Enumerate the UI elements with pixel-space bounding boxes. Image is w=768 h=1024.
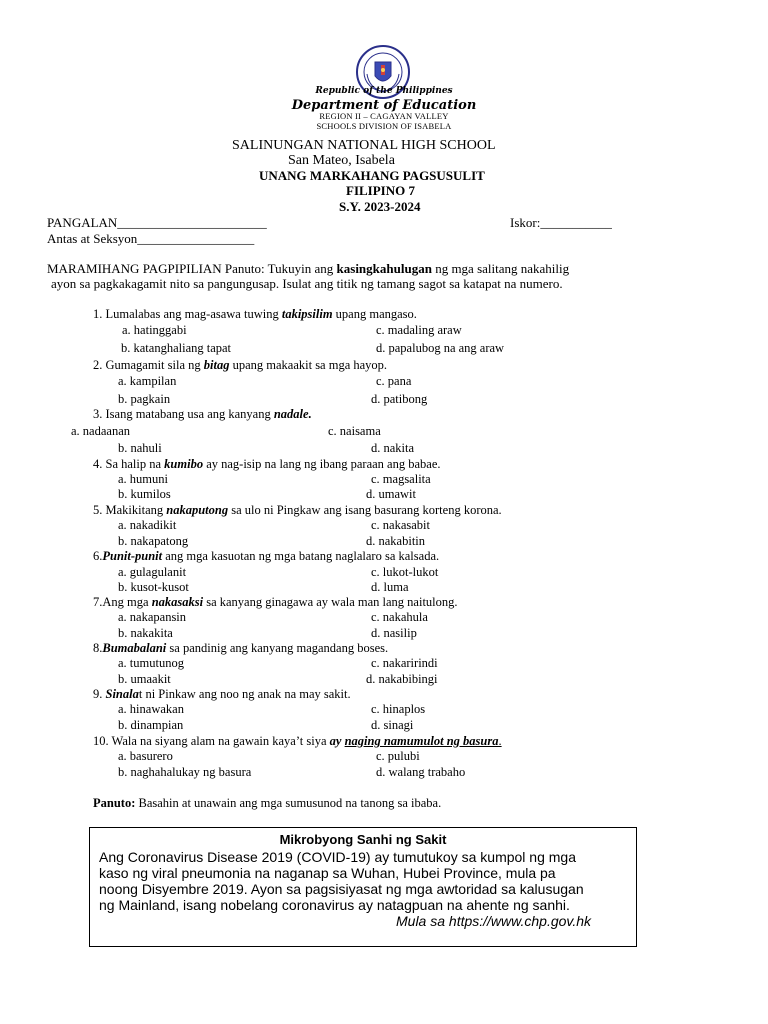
question-1 <box>93 307 417 322</box>
passage-line-4: ng Mainland, isang nobelang coronavirus ay natagpuan na ahente ng sanhi. <box>99 897 570 913</box>
republic-line: Republic of the Philippines <box>315 86 453 96</box>
question-text-end: upang makaakit sa mga hayop. <box>229 358 388 372</box>
division-line: SCHOOLS DIVISION OF ISABELA <box>316 121 452 131</box>
q5-choice-c: c. nakasabit <box>371 518 431 532</box>
question-5 <box>93 503 502 518</box>
question-text: 4. Sa halip na <box>93 457 165 471</box>
question-text: 7.Ang mga <box>93 595 152 609</box>
q8-choice-b: b. umaakit <box>118 672 171 686</box>
passage-line-1: Ang Coronavirus Disease 2019 (COVID-19) ay tumutukoy sa kumpol ng mga <box>99 849 576 865</box>
score-field[interactable]: Iskor:___________ <box>510 215 612 230</box>
q9-choice-a: a. hinawakan <box>118 702 184 716</box>
question-text: 2. Gumagamit sila ng <box>93 358 204 372</box>
question-4 <box>93 457 441 472</box>
subject-title: FILIPINO 7 <box>346 183 415 198</box>
question-text: 3. Isang matabang usa ang kanyang <box>93 407 274 421</box>
q6-choice-c: c. lukot-lukot <box>371 565 439 579</box>
q7-choice-d: d. nasilip <box>371 626 417 640</box>
passage-source: Mula sa https://www.chp.gov.hk <box>396 913 592 929</box>
question-text-end: sa ulo ni Pingkaw ang isang basurang korteng korona. <box>228 503 502 517</box>
q10-choice-c: c. pulubi <box>376 749 420 763</box>
question-keyword: nakaputong <box>166 503 229 517</box>
question-3 <box>93 407 312 422</box>
q2-choice-a: a. kampilan <box>118 374 177 388</box>
q8-choice-d: d. nakabibingi <box>366 672 438 686</box>
q1-choice-a: a. hatinggabi <box>122 323 187 337</box>
instructions-keyword: kasingkahulugan <box>336 261 432 276</box>
q9-choice-b: b. dinampian <box>118 718 184 732</box>
instructions-line1 <box>47 261 569 277</box>
school-year: S.Y. 2023-2024 <box>339 199 421 214</box>
q10-choice-b: b. naghahalukay ng basura <box>118 765 252 779</box>
q9-choice-d: d. sinagi <box>371 718 414 732</box>
question-keyword: bitag <box>203 358 230 372</box>
q1-choice-d: d. papalubog na ang araw <box>376 341 505 355</box>
question-keyword: nakasaksi <box>151 595 204 609</box>
question-text: 6. <box>93 549 103 563</box>
q2-choice-b: b. pagkain <box>118 392 171 406</box>
question-text: 1. Lumalabas ang mag-asawa tuwing <box>93 307 282 321</box>
instructions-line2: ayon sa pagkakagamit nito sa pangungusap. Isulat ang titik ng tamang sagot sa katapat na numero. <box>51 276 563 291</box>
q3-choice-b: b. nahuli <box>118 441 162 455</box>
q4-choice-b: b. kumilos <box>118 487 171 501</box>
region-line: REGION II – CAGAYAN VALLEY <box>319 111 449 121</box>
question-text: 9. <box>93 687 106 701</box>
question-keyword: Sinala <box>105 687 139 701</box>
department-line: Department of Education <box>291 98 477 113</box>
school-name: SALINUNGAN NATIONAL HIGH SCHOOL <box>232 138 496 153</box>
question-6 <box>93 549 439 564</box>
question-text: 5. Makikitang <box>93 503 167 517</box>
question-keyword: takipsilim <box>281 307 333 321</box>
q7-choice-c: c. nakahula <box>371 610 428 624</box>
q5-choice-b: b. nakapatong <box>118 534 189 548</box>
q1-choice-b: b. katanghaliang tapat <box>121 341 232 355</box>
question-8 <box>93 641 388 656</box>
q4-choice-d: d. umawit <box>366 487 416 501</box>
question-10 <box>93 734 502 749</box>
q6-choice-b: b. kusot-kusot <box>118 580 189 594</box>
q8-choice-c: c. nakaririndi <box>371 656 438 670</box>
passage-line-2: kaso ng viral pneumonia na naganap sa Wuhan, Hubei Province, mula pa <box>99 865 556 881</box>
second-instructions-label: Panuto: <box>93 796 136 810</box>
q4-choice-c: c. magsalita <box>371 472 431 486</box>
section-field[interactable]: Antas at Seksyon__________________ <box>47 231 255 246</box>
second-instructions-text: Basahin at unawain ang mga sumusunod na tanong sa ibaba. <box>135 796 442 810</box>
question-keyword: kumibo <box>164 457 204 471</box>
question-text: 8. <box>93 641 103 655</box>
q5-choice-a: a. nakadikit <box>118 518 177 532</box>
q3-choice-a: a. nadaanan <box>71 424 130 438</box>
q1-choice-c: c. madaling araw <box>376 323 462 337</box>
q9-choice-c: c. hinaplos <box>371 702 426 716</box>
question-text-end: t ni Pinkaw ang noo ng anak na may sakit. <box>138 687 351 701</box>
question-text-end: sa kanyang ginagawa ay wala man lang naitulong. <box>203 595 458 609</box>
question-text-end: upang mangaso. <box>332 307 417 321</box>
school-location: San Mateo, Isabela <box>288 153 395 168</box>
question-keyword: ay <box>329 734 342 748</box>
question-text-end: ang mga kasuotan ng mga batang naglalaro sa kalsada. <box>162 549 440 563</box>
q7-choice-a: a. nakapansin <box>118 610 187 624</box>
instructions-text-end: ng mga salitang nakahilig <box>431 261 570 276</box>
question-keyword-underlined: naging namumulot ng basura <box>344 734 499 748</box>
q8-choice-a: a. tumutunog <box>118 656 184 670</box>
q7-choice-b: b. nakakita <box>118 626 173 640</box>
question-text: 10. Wala na siyang alam na gawain kaya’t siya <box>93 734 330 748</box>
q10-choice-d: d. walang trabaho <box>376 765 466 779</box>
passage-title: Mikrobyong Sanhi ng Sakit <box>279 832 447 847</box>
instructions-text: MARAMIHANG PAGPIPILIAN Panuto: Tukuyin ang <box>47 261 337 276</box>
name-field[interactable]: PANGALAN_______________________ <box>47 215 267 230</box>
question-text-end: . <box>498 734 502 748</box>
question-text-end: sa pandinig ang kanyang magandang boses. <box>166 641 389 655</box>
q4-choice-a: a. humuni <box>118 472 168 486</box>
question-7 <box>93 595 458 610</box>
q6-choice-a: a. gulagulanit <box>118 565 187 579</box>
question-keyword: Bumabalani <box>102 641 167 655</box>
q10-choice-a: a. basurero <box>118 749 173 763</box>
q5-choice-d: d. nakabitin <box>366 534 426 548</box>
q3-choice-d: d. nakita <box>371 441 415 455</box>
q3-choice-c: c. naisama <box>328 424 381 438</box>
question-keyword: Punit-punit <box>102 549 163 563</box>
question-text-end: ay nag-isip na lang ng ibang paraan ang babae. <box>203 457 441 471</box>
q2-choice-c: c. pana <box>376 374 412 388</box>
question-2 <box>93 358 387 373</box>
question-9 <box>93 687 351 702</box>
q2-choice-d: d. patibong <box>371 392 428 406</box>
passage-line-3: noong Disyembre 2019. Ayon sa pagsisiyasat ng mga awtoridad sa kalusugan <box>99 881 584 897</box>
q6-choice-d: d. luma <box>371 580 409 594</box>
second-instructions <box>93 796 441 811</box>
question-keyword: nadale. <box>273 407 312 421</box>
exam-title: UNANG MARKAHANG PAGSUSULIT <box>259 168 485 183</box>
